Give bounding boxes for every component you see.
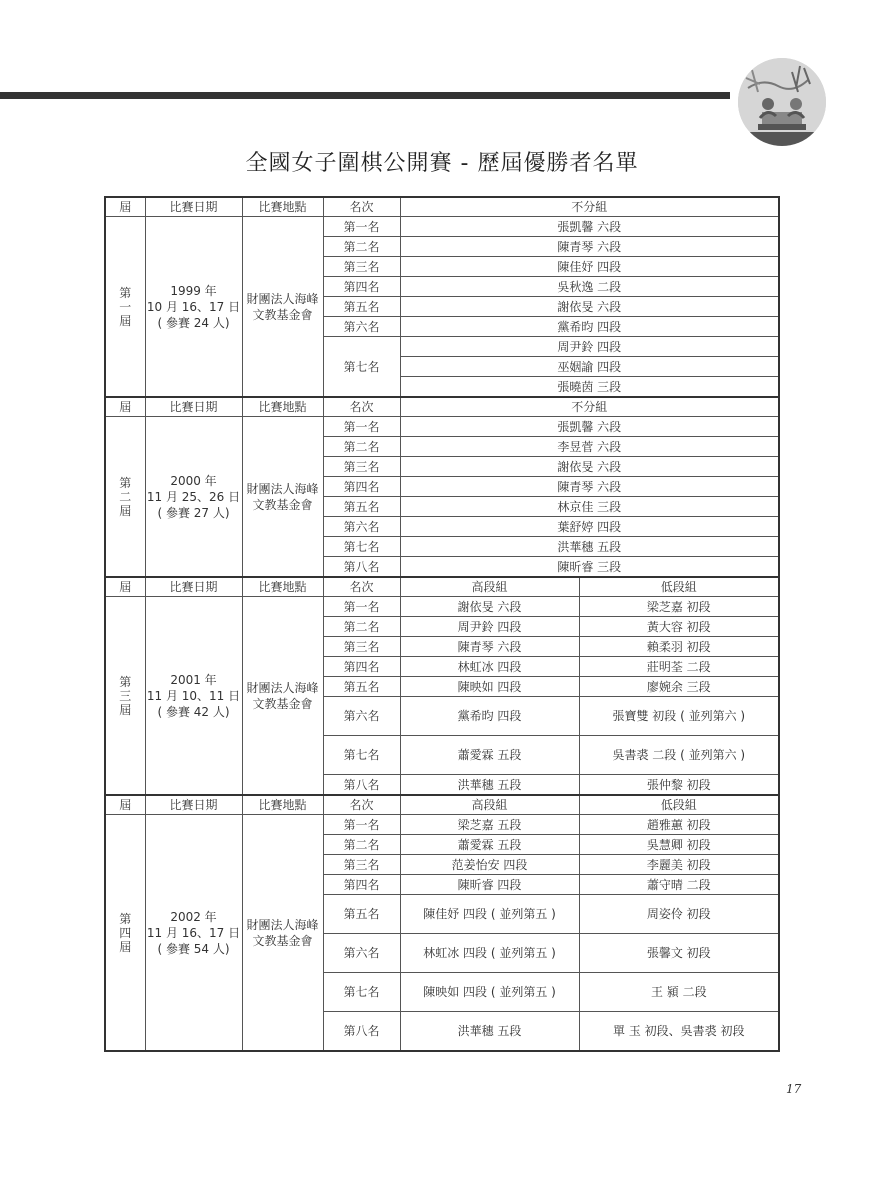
low-winner-cell: 單 玉 初段、吳書裘 初段 xyxy=(579,1012,779,1052)
header-date: 比賽日期 xyxy=(145,795,242,815)
go-players-illustration-icon xyxy=(738,58,826,146)
winner-cell: 謝依旻 六段 xyxy=(400,297,779,317)
rank-cell: 第三名 xyxy=(323,637,400,657)
high-winner-cell: 陳昕睿 四段 xyxy=(400,875,579,895)
rank-cell: 第二名 xyxy=(323,437,400,457)
low-winner-cell: 黃大容 初段 xyxy=(579,617,779,637)
rank-cell: 第二名 xyxy=(323,617,400,637)
winner-cell: 謝依旻 六段 xyxy=(400,457,779,477)
rank-cell: 第四名 xyxy=(323,875,400,895)
winner-cell: 陳青琴 六段 xyxy=(400,477,779,497)
rank-cell: 第五名 xyxy=(323,677,400,697)
winner-cell: 李昱菅 六段 xyxy=(400,437,779,457)
table-row xyxy=(105,217,779,237)
session-label: 第 二 屆 xyxy=(105,417,145,578)
table-header-row xyxy=(105,577,779,597)
high-winner-cell: 林虹冰 四段 xyxy=(400,657,579,677)
high-winner-cell: 黨希昀 四段 xyxy=(400,697,579,736)
high-winner-cell: 蕭愛霖 五段 xyxy=(400,835,579,855)
rank-cell: 第七名 xyxy=(323,736,400,775)
winner-cell: 巫姻諭 四段 xyxy=(400,357,779,377)
session-label: 第 四 屆 xyxy=(105,815,145,1052)
session-date: 2001 年 11 月 10、11 日 ( 參賽 42 人) xyxy=(145,597,242,796)
winner-cell: 洪華穗 五段 xyxy=(400,537,779,557)
rank-cell: 第六名 xyxy=(323,697,400,736)
low-winner-cell: 張馨文 初段 xyxy=(579,934,779,973)
table-row xyxy=(105,597,779,617)
high-winner-cell: 陳佳妤 四段 ( 並列第五 ) xyxy=(400,895,579,934)
header-rank: 名次 xyxy=(323,795,400,815)
high-winner-cell: 范姜怡安 四段 xyxy=(400,855,579,875)
winner-cell: 陳昕睿 三段 xyxy=(400,557,779,578)
session-date: 1999 年 10 月 16、17 日 ( 參賽 24 人) xyxy=(145,217,242,398)
rank-cell: 第四名 xyxy=(323,657,400,677)
table-row xyxy=(105,815,779,835)
low-winner-cell: 梁芝嘉 初段 xyxy=(579,597,779,617)
header-date: 比賽日期 xyxy=(145,197,242,217)
low-winner-cell: 吳書裘 二段 ( 並列第六 ) xyxy=(579,736,779,775)
header-session: 屆 xyxy=(105,795,145,815)
high-winner-cell: 謝依旻 六段 xyxy=(400,597,579,617)
high-winner-cell: 陳映如 四段 xyxy=(400,677,579,697)
high-winner-cell: 蕭愛霖 五段 xyxy=(400,736,579,775)
session-date: 2000 年 11 月 25、26 日 ( 參賽 27 人) xyxy=(145,417,242,578)
rank-cell: 第三名 xyxy=(323,457,400,477)
rank-cell: 第四名 xyxy=(323,277,400,297)
rank-cell: 第一名 xyxy=(323,597,400,617)
low-winner-cell: 蕭守晴 二段 xyxy=(579,875,779,895)
low-winner-cell: 廖婉余 三段 xyxy=(579,677,779,697)
header-low: 低段組 xyxy=(579,795,779,815)
header-session: 屆 xyxy=(105,197,145,217)
rank-cell: 第七名 xyxy=(323,537,400,557)
rank-cell: 第五名 xyxy=(323,297,400,317)
rank-cell: 第八名 xyxy=(323,775,400,796)
winner-cell: 周尹鈴 四段 xyxy=(400,337,779,357)
header-venue: 比賽地點 xyxy=(242,795,323,815)
rank-cell: 第七名 xyxy=(323,337,400,398)
header-venue: 比賽地點 xyxy=(242,397,323,417)
table-header-row xyxy=(105,197,779,217)
rank-cell: 第四名 xyxy=(323,477,400,497)
high-winner-cell: 陳映如 四段 ( 並列第五 ) xyxy=(400,973,579,1012)
winner-cell: 葉舒婷 四段 xyxy=(400,517,779,537)
session-venue: 財團法人海峰 文教基金會 xyxy=(242,217,323,398)
header-open: 不分組 xyxy=(400,197,779,217)
winners-table xyxy=(104,196,780,1052)
header-session: 屆 xyxy=(105,397,145,417)
header-rule xyxy=(0,92,730,99)
emblem-drawing xyxy=(738,58,826,146)
rank-cell: 第一名 xyxy=(323,815,400,835)
rank-cell: 第八名 xyxy=(323,557,400,578)
header-high: 高段組 xyxy=(400,577,579,597)
winner-cell: 林京佳 三段 xyxy=(400,497,779,517)
winner-cell: 張凱馨 六段 xyxy=(400,417,779,437)
rank-cell: 第五名 xyxy=(323,895,400,934)
session-label: 第 一 屆 xyxy=(105,217,145,398)
header-open: 不分組 xyxy=(400,397,779,417)
rank-cell: 第一名 xyxy=(323,417,400,437)
rank-cell: 第七名 xyxy=(323,973,400,1012)
header-rank: 名次 xyxy=(323,197,400,217)
high-winner-cell: 梁芝嘉 五段 xyxy=(400,815,579,835)
table-header-row xyxy=(105,397,779,417)
session-venue: 財團法人海峰 文教基金會 xyxy=(242,417,323,578)
rank-cell: 第六名 xyxy=(323,934,400,973)
rank-cell: 第三名 xyxy=(323,257,400,277)
low-winner-cell: 張寶雙 初段 ( 並列第六 ) xyxy=(579,697,779,736)
header-session: 屆 xyxy=(105,577,145,597)
winner-cell: 張曉茵 三段 xyxy=(400,377,779,398)
session-date: 2002 年 11 月 16、17 日 ( 參賽 54 人) xyxy=(145,815,242,1052)
winner-cell: 吳秋逸 二段 xyxy=(400,277,779,297)
page-number: 17 xyxy=(786,1082,802,1096)
session-venue: 財團法人海峰 文教基金會 xyxy=(242,815,323,1052)
table-row xyxy=(105,417,779,437)
high-winner-cell: 林虹冰 四段 ( 並列第五 ) xyxy=(400,934,579,973)
table-header-row xyxy=(105,795,779,815)
rank-cell: 第二名 xyxy=(323,835,400,855)
rank-cell: 第一名 xyxy=(323,217,400,237)
rank-cell: 第五名 xyxy=(323,497,400,517)
low-winner-cell: 趙雅蕙 初段 xyxy=(579,815,779,835)
session-venue: 財團法人海峰 文教基金會 xyxy=(242,597,323,796)
header-venue: 比賽地點 xyxy=(242,577,323,597)
rank-cell: 第八名 xyxy=(323,1012,400,1052)
winner-cell: 張凱馨 六段 xyxy=(400,217,779,237)
low-winner-cell: 周姿伶 初段 xyxy=(579,895,779,934)
winner-cell: 陳佳妤 四段 xyxy=(400,257,779,277)
page-title: 全國女子圍棋公開賽 - 歷屆優勝者名單 xyxy=(245,151,639,176)
header-date: 比賽日期 xyxy=(145,577,242,597)
low-winner-cell: 張仲黎 初段 xyxy=(579,775,779,796)
rank-cell: 第六名 xyxy=(323,517,400,537)
low-winner-cell: 莊明荃 二段 xyxy=(579,657,779,677)
low-winner-cell: 吳慧卿 初段 xyxy=(579,835,779,855)
rank-cell: 第二名 xyxy=(323,237,400,257)
header-rank: 名次 xyxy=(323,577,400,597)
winner-cell: 陳青琴 六段 xyxy=(400,237,779,257)
low-winner-cell: 王 潁 二段 xyxy=(579,973,779,1012)
low-winner-cell: 李麗美 初段 xyxy=(579,855,779,875)
high-winner-cell: 周尹鈴 四段 xyxy=(400,617,579,637)
header-date: 比賽日期 xyxy=(145,397,242,417)
winner-cell: 黨希昀 四段 xyxy=(400,317,779,337)
low-winner-cell: 賴柔羽 初段 xyxy=(579,637,779,657)
high-winner-cell: 陳青琴 六段 xyxy=(400,637,579,657)
header-low: 低段組 xyxy=(579,577,779,597)
header-venue: 比賽地點 xyxy=(242,197,323,217)
header-high: 高段組 xyxy=(400,795,579,815)
rank-cell: 第六名 xyxy=(323,317,400,337)
high-winner-cell: 洪華穗 五段 xyxy=(400,775,579,796)
session-label: 第 三 屆 xyxy=(105,597,145,796)
high-winner-cell: 洪華穗 五段 xyxy=(400,1012,579,1052)
rank-cell: 第三名 xyxy=(323,855,400,875)
header-rank: 名次 xyxy=(323,397,400,417)
